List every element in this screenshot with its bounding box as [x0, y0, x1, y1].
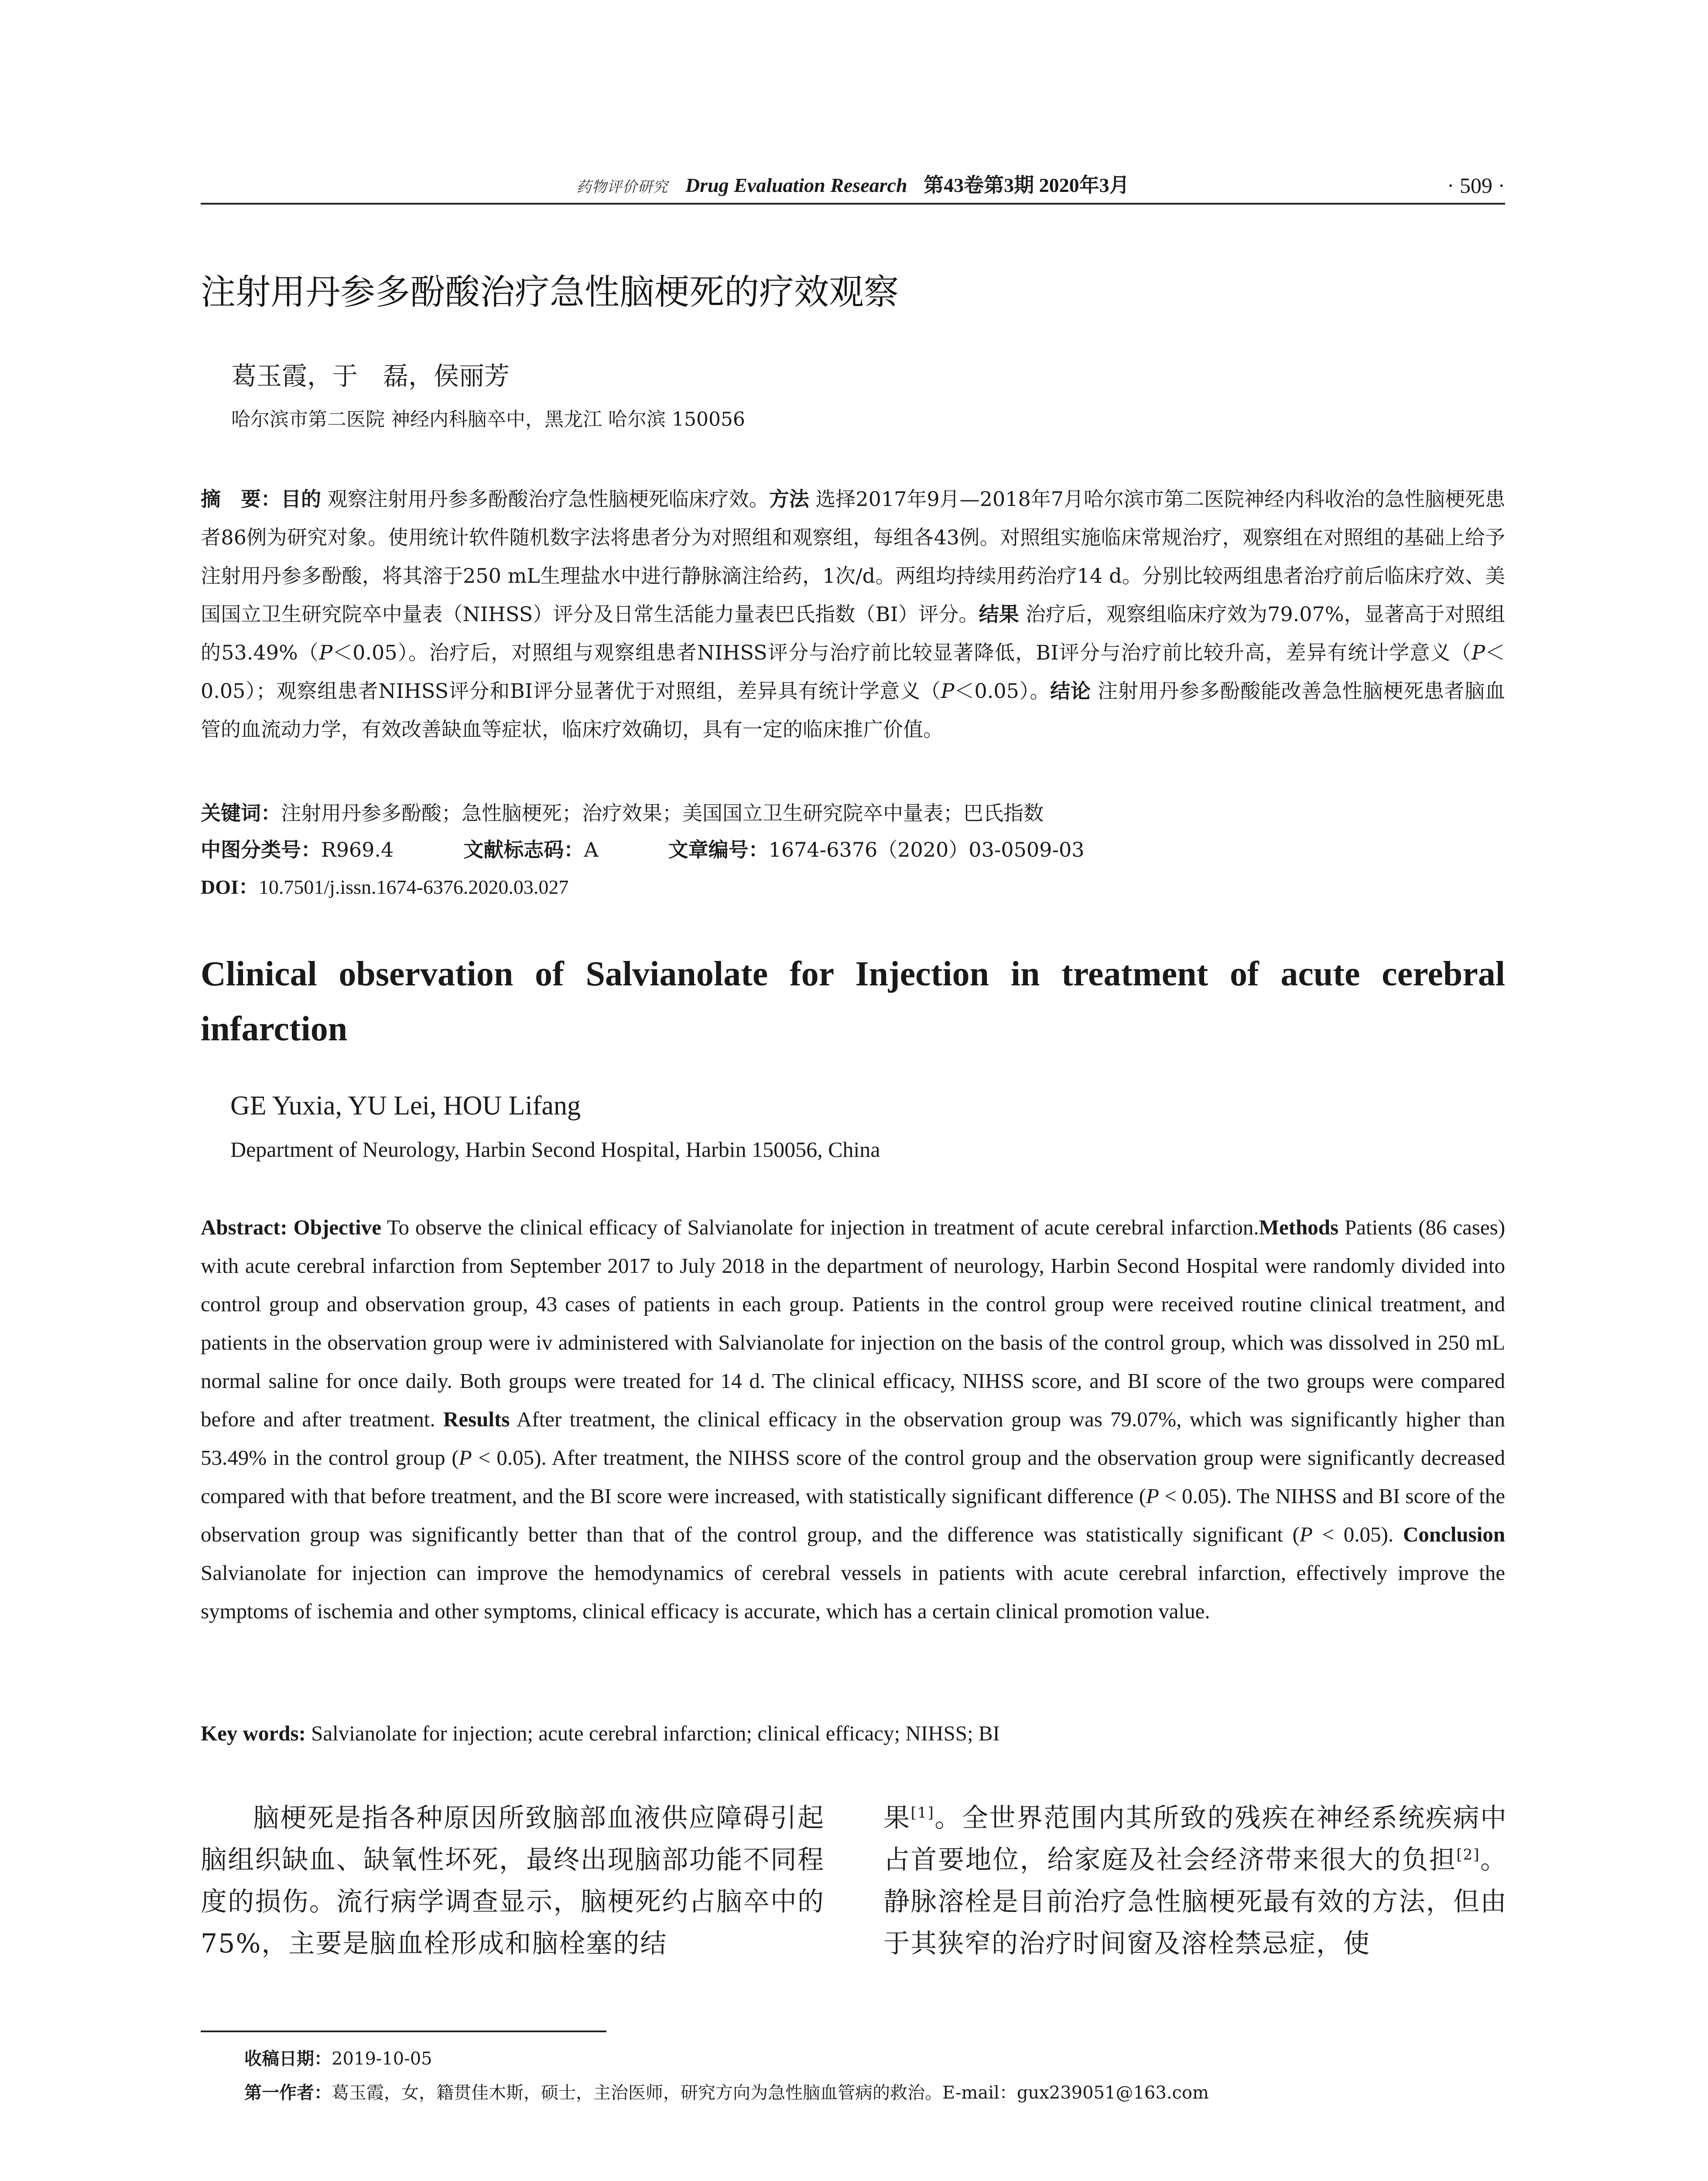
- p-symbol: P: [941, 679, 955, 703]
- citation-ref[interactable]: [2]: [1456, 1846, 1480, 1863]
- p-symbol: P: [319, 641, 333, 664]
- doi-link[interactable]: 10.7501/j.issn.1674-6376.2020.03.027: [258, 876, 569, 898]
- footnote-received: [244, 2046, 432, 2072]
- keywords-label: Key words:: [201, 1721, 306, 1745]
- keywords-text: 注射用丹参多酚酸；急性脑梗死；治疗效果；美国国立卫生研究院卒中量表；巴氏指数: [281, 801, 1044, 825]
- page-number: · 509 ·: [1447, 173, 1505, 198]
- p-symbol: P: [1472, 641, 1485, 664]
- chinese-authors: 葛玉霞，于 磊，侯丽芳: [231, 361, 510, 391]
- keywords-label: 关键词：: [201, 801, 281, 825]
- p-symbol: P: [1299, 1522, 1313, 1546]
- body-text: 。全世界范围内其所致的残疾在神经系统疾病中占首要地位，给家庭及社会经济带来很大的负担: [883, 1803, 1508, 1875]
- methods-text: 选择2017年9月—2018年7月哈尔滨市第二医院神经内科收治的急性脑梗死患者86例为研究对象。使用统计软件随机数字法将患者分为对照组和观察组，每组各43例。对照组实施临床常规治疗，观察组在对照组的基础上给予注射用丹参多酚酸，将其溶于250 mL生理盐水中进行静脉滴注给药，1次/d。两组均持续用药治疗14 d。分别比较两组患者治疗前后临床疗效、美国国立卫生研究院卒中量表（NIHSS）评分及日常生活能力量表巴氏指数（BI）评分。: [201, 487, 1506, 626]
- english-keywords: [201, 1714, 1000, 1753]
- journal-name: Drug Evaluation Research: [685, 174, 907, 196]
- body-column-left: 脑梗死是指各种原因所致脑部血液供应障碍引起脑组织缺血、缺氧性坏死，最终出现脑部功能不同程度的损伤。流行病学调查显示，脑梗死约占脑卒中的75%，主要是脑血栓形成和脑栓塞的结: [201, 1803, 825, 1959]
- results-text-1: 治疗后，观察组临床疗效为79.07%，显著高于对照组的53.49%（: [201, 602, 1506, 664]
- footnote-divider: [201, 2031, 606, 2032]
- classification-line: [201, 831, 1085, 869]
- running-header: [201, 172, 1505, 205]
- footnote-first-author: [244, 2080, 1209, 2106]
- results-text-4: ＜0.05）。: [954, 679, 1051, 703]
- chinese-affiliation: 哈尔滨市第二医院 神经内科脑卒中，黑龙江 哈尔滨 150056: [231, 408, 745, 431]
- english-title: Clinical observation of Salvianolate for Injection in treatment of acute cerebral infarction: [201, 955, 1505, 1048]
- body-text: 。静脉溶栓是目前治疗急性脑梗死最有效的方法，但由于其狭窄的治疗时间窗及溶栓禁忌症，使: [883, 1845, 1508, 1959]
- issue-info: 第43卷第3期 2020年3月: [924, 174, 1130, 196]
- doi-label: DOI：: [201, 876, 259, 898]
- methods-label: Methods: [1259, 1215, 1339, 1239]
- article-no-label: 文章编号：: [668, 838, 769, 861]
- results-text-4: < 0.05).: [1312, 1522, 1394, 1546]
- results-text-2: ＜0.05）。治疗后，对照组与观察组患者NIHSS评分与治疗前比较显著降低，BI评分与治疗前比较升高，差异有统计学意义（: [332, 641, 1472, 664]
- methods-text: Patients (86 cases) with acute cerebral infarction from September 2017 to July 2018 in the department of neurology, Harbin Second Hospital were randomly divided into control group and observation group, 43 cases of patients in each group. Patients in the control group were received routine clinical treatment, and patients in the observation group were iv administered with Salvianolate for injection on the basis of the control group, which was dissolved in 250 mL normal saline for once daily. Both groups were treated for 14 d. The clinical efficacy, NIHSS score, and BI score of the two groups were compared before and after treatment.: [201, 1215, 1506, 1431]
- results-label: Results: [443, 1407, 510, 1431]
- first-author-label: 第一作者：: [244, 2083, 332, 2103]
- abstract-objective-label: Abstract: Objective: [201, 1215, 381, 1239]
- abstract-label: 摘 要：: [201, 487, 281, 511]
- conclusion-label: 结论: [1050, 679, 1091, 703]
- article-no-value: 1674-6376（2020）03-0509-03: [768, 838, 1085, 861]
- received-label: 收稿日期：: [244, 2049, 332, 2069]
- clc-value: R969.4: [321, 838, 394, 861]
- conclusion-label: Conclusion: [1403, 1522, 1505, 1546]
- results-text-3: < 0.05). The NIHSS and BI score of the observation group was significantly better than that of the control group, and the difference was statistically significant (: [201, 1484, 1505, 1546]
- keywords-text: Salvianolate for injection; acute cerebral infarction; clinical efficacy; NIHSS; BI: [311, 1721, 1000, 1745]
- journal-logo: 药物评价研究: [576, 179, 668, 195]
- first-author-info: 葛玉霞，女，籍贯佳木斯，硕士，主治医师，研究方向为急性脑血管病的救治。E-mail：gux239051@163.com: [332, 2083, 1209, 2103]
- received-date: 2019-10-05: [332, 2049, 432, 2069]
- conclusion-text: Salvianolate for injection can improve the hemodynamics of cerebral vessels in patients with acute cerebral infarction, effectively improve the symptoms of ischemia and other symptoms, clinical efficacy is accurate, which has a certain clinical promotion value.: [201, 1561, 1505, 1623]
- results-label: 结果: [979, 602, 1019, 626]
- doi-line: [201, 868, 568, 906]
- english-affiliation: Department of Neurology, Harbin Second Hospital, Harbin 150056, China: [230, 1137, 880, 1162]
- doc-code-value: A: [584, 838, 599, 861]
- chinese-keywords: [201, 794, 1044, 832]
- english-abstract: [201, 1208, 1505, 1631]
- chinese-abstract: [201, 480, 1505, 749]
- clc-label: 中图分类号：: [201, 838, 321, 861]
- p-symbol: P: [459, 1446, 472, 1470]
- body-text: 果: [883, 1803, 911, 1833]
- p-symbol: P: [1146, 1484, 1159, 1508]
- chinese-title: 注射用丹参多酚酸治疗急性脑梗死的疗效观察: [201, 272, 899, 312]
- citation-ref[interactable]: [1]: [910, 1804, 934, 1822]
- results-text-3: ＜0.05）；观察组患者NIHSS评分和BI评分显著优于对照组，差异具有统计学意义（: [201, 641, 1505, 703]
- objective-text: 观察注射用丹参多酚酸治疗急性脑梗死临床疗效。: [327, 487, 769, 511]
- conclusion-text: 注射用丹参多酚酸能改善急性脑梗死患者脑血管的血流动力学，有效改善缺血等症状，临床疗效确切，具有一定的临床推广价值。: [201, 679, 1506, 741]
- running-header-center: [201, 172, 1505, 201]
- english-authors: GE Yuxia, YU Lei, HOU Lifang: [230, 1091, 581, 1121]
- doc-code-label: 文献标志码：: [463, 838, 584, 861]
- objective-text: To observe the clinical efficacy of Salvianolate for injection in treatment of acute cerebral infarction.: [387, 1215, 1259, 1239]
- methods-label: 方法: [769, 487, 809, 511]
- objective-label: 目的: [281, 487, 322, 511]
- results-text-1: After treatment, the clinical efficacy in the observation group was 79.07%, which was significantly higher than 53.49% in the control group (: [201, 1407, 1506, 1470]
- results-text-2: < 0.05). After treatment, the NIHSS score of the control group and the observation group were significantly decreased compared with that before treatment, and the BI score were increased, with statistically significant difference (: [201, 1446, 1505, 1508]
- body-column-right: [883, 1797, 1507, 1965]
